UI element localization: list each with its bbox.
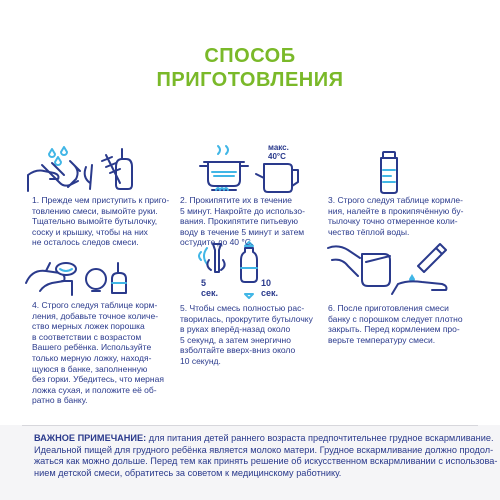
step-4-line: без горки. Убедитесь, что мерная <box>32 374 164 385</box>
ten-seconds-number: 10 <box>261 278 272 288</box>
step-2-text <box>180 195 305 248</box>
step-5-line: взболтайте вверх-вниз около <box>180 345 296 356</box>
five-seconds-number: 5 <box>201 278 207 288</box>
pot-bottles-and-kettle-icon <box>198 140 308 195</box>
hands-washing-bottle-brush-icon <box>22 145 142 195</box>
step-6-line: банку с порошком следует плотно <box>328 313 463 324</box>
step-5-line: 5. Чтобы смесь полностью рас- <box>180 303 305 313</box>
step-6-text <box>328 303 463 345</box>
step-4-line: Вашего ребёнка. Используйте <box>32 342 152 353</box>
step-5-line: 5 секунд, а затем энергично <box>180 334 291 345</box>
important-note-text <box>34 433 497 479</box>
step-3-line: 3. Строго следуя таблице кормле- <box>328 195 463 205</box>
important-note-line: нием детской смеси, обратитесь за советом к медицинскому работнику. <box>34 467 342 478</box>
step-4-line: щуюся в банке, заполненную <box>32 363 148 374</box>
step-2-line: вания. Прокипятите питьевую <box>180 216 299 227</box>
step-3-line: чество тёплой воды. <box>328 226 410 237</box>
step-3-line: тылочку точно отмеренное коли- <box>328 216 458 227</box>
important-note-line-1-text: для питания детей раннего возраста предпочтительнее грудное вскармливание. <box>146 433 494 443</box>
page-title-line-1: СПОСОБ <box>204 45 296 67</box>
step-4-line: ство мерных ложек порошка <box>32 321 145 332</box>
page-title-line-2: ПРИГОТОВЛЕНИЯ <box>156 69 344 91</box>
important-note-line: жаться как можно дольше. Перед тем как принять решение об искусственном вскармливании с использова- <box>34 456 498 467</box>
important-note-line: Идеальной пищей для грудного ребёнка является молоко матери. Грудное вскармливание должно продол- <box>34 444 494 455</box>
important-note-panel <box>0 425 500 500</box>
step-4-line: только мерную ложку, находя- <box>32 352 152 363</box>
step-2-line: остудите до 40 °С. <box>180 237 254 248</box>
ten-seconds-unit: сек. <box>261 288 279 298</box>
measuring-jar-icon <box>375 150 403 195</box>
step-1-line: соску и крышку, чтобы на них <box>32 226 148 237</box>
step-5-text <box>180 303 313 367</box>
important-note-line <box>34 433 497 445</box>
footer-divider <box>22 425 478 426</box>
important-note-label: ВАЖНОЕ ПРИМЕЧАНИЕ: <box>34 433 147 443</box>
step-4-line: ления, добавьте точное количе- <box>32 310 159 321</box>
temperature-label: 40°С <box>268 152 286 161</box>
step-1-line: Тщательно вымойте бутылочку, <box>32 216 158 227</box>
step-1-line: 1. Прежде чем приступить к приго- <box>32 195 170 205</box>
step-4-line: в соответствии с возрастом <box>32 331 142 342</box>
five-seconds-unit: сек. <box>201 288 219 298</box>
step-3-text <box>328 195 463 237</box>
step-1-line: товлению смеси, вымойте руки. <box>32 205 158 216</box>
step-5-line: 10 секунд. <box>180 355 221 366</box>
step-2-line: 2. Прокипятите их в течение <box>180 195 293 205</box>
step-4-line: ложка сухая, и положите её об- <box>32 384 157 395</box>
max-label: макс. <box>268 143 289 152</box>
hands-testing-temperature-icon <box>322 240 472 300</box>
step-6-line: 6. После приготовления смеси <box>328 303 449 313</box>
step-1-line: не осталось следов смеси. <box>32 237 139 248</box>
step-4-text <box>32 300 164 406</box>
step-5-line: в руках вперёд-назад около <box>180 324 291 335</box>
step-1-text <box>32 195 169 248</box>
hand-scoop-bottle-icon <box>22 253 142 298</box>
step-4-line: ратно в банку. <box>32 395 88 406</box>
step-2-line: 5 минут. Накройте до использо- <box>180 205 305 216</box>
step-2-line: воду в течение 5 минут и затем <box>180 226 305 237</box>
step-6-line: верьте температуру смеси. <box>328 334 436 345</box>
step-5-line: творилась, прокрутите бутылочку <box>180 313 313 324</box>
step-3-line: ния, налейте в прокипячённую бу- <box>328 205 464 216</box>
step-6-line: закрыть. Перед кормлением про- <box>328 324 460 335</box>
step-4-line: 4. Строго следуя таблице корм- <box>32 300 158 310</box>
